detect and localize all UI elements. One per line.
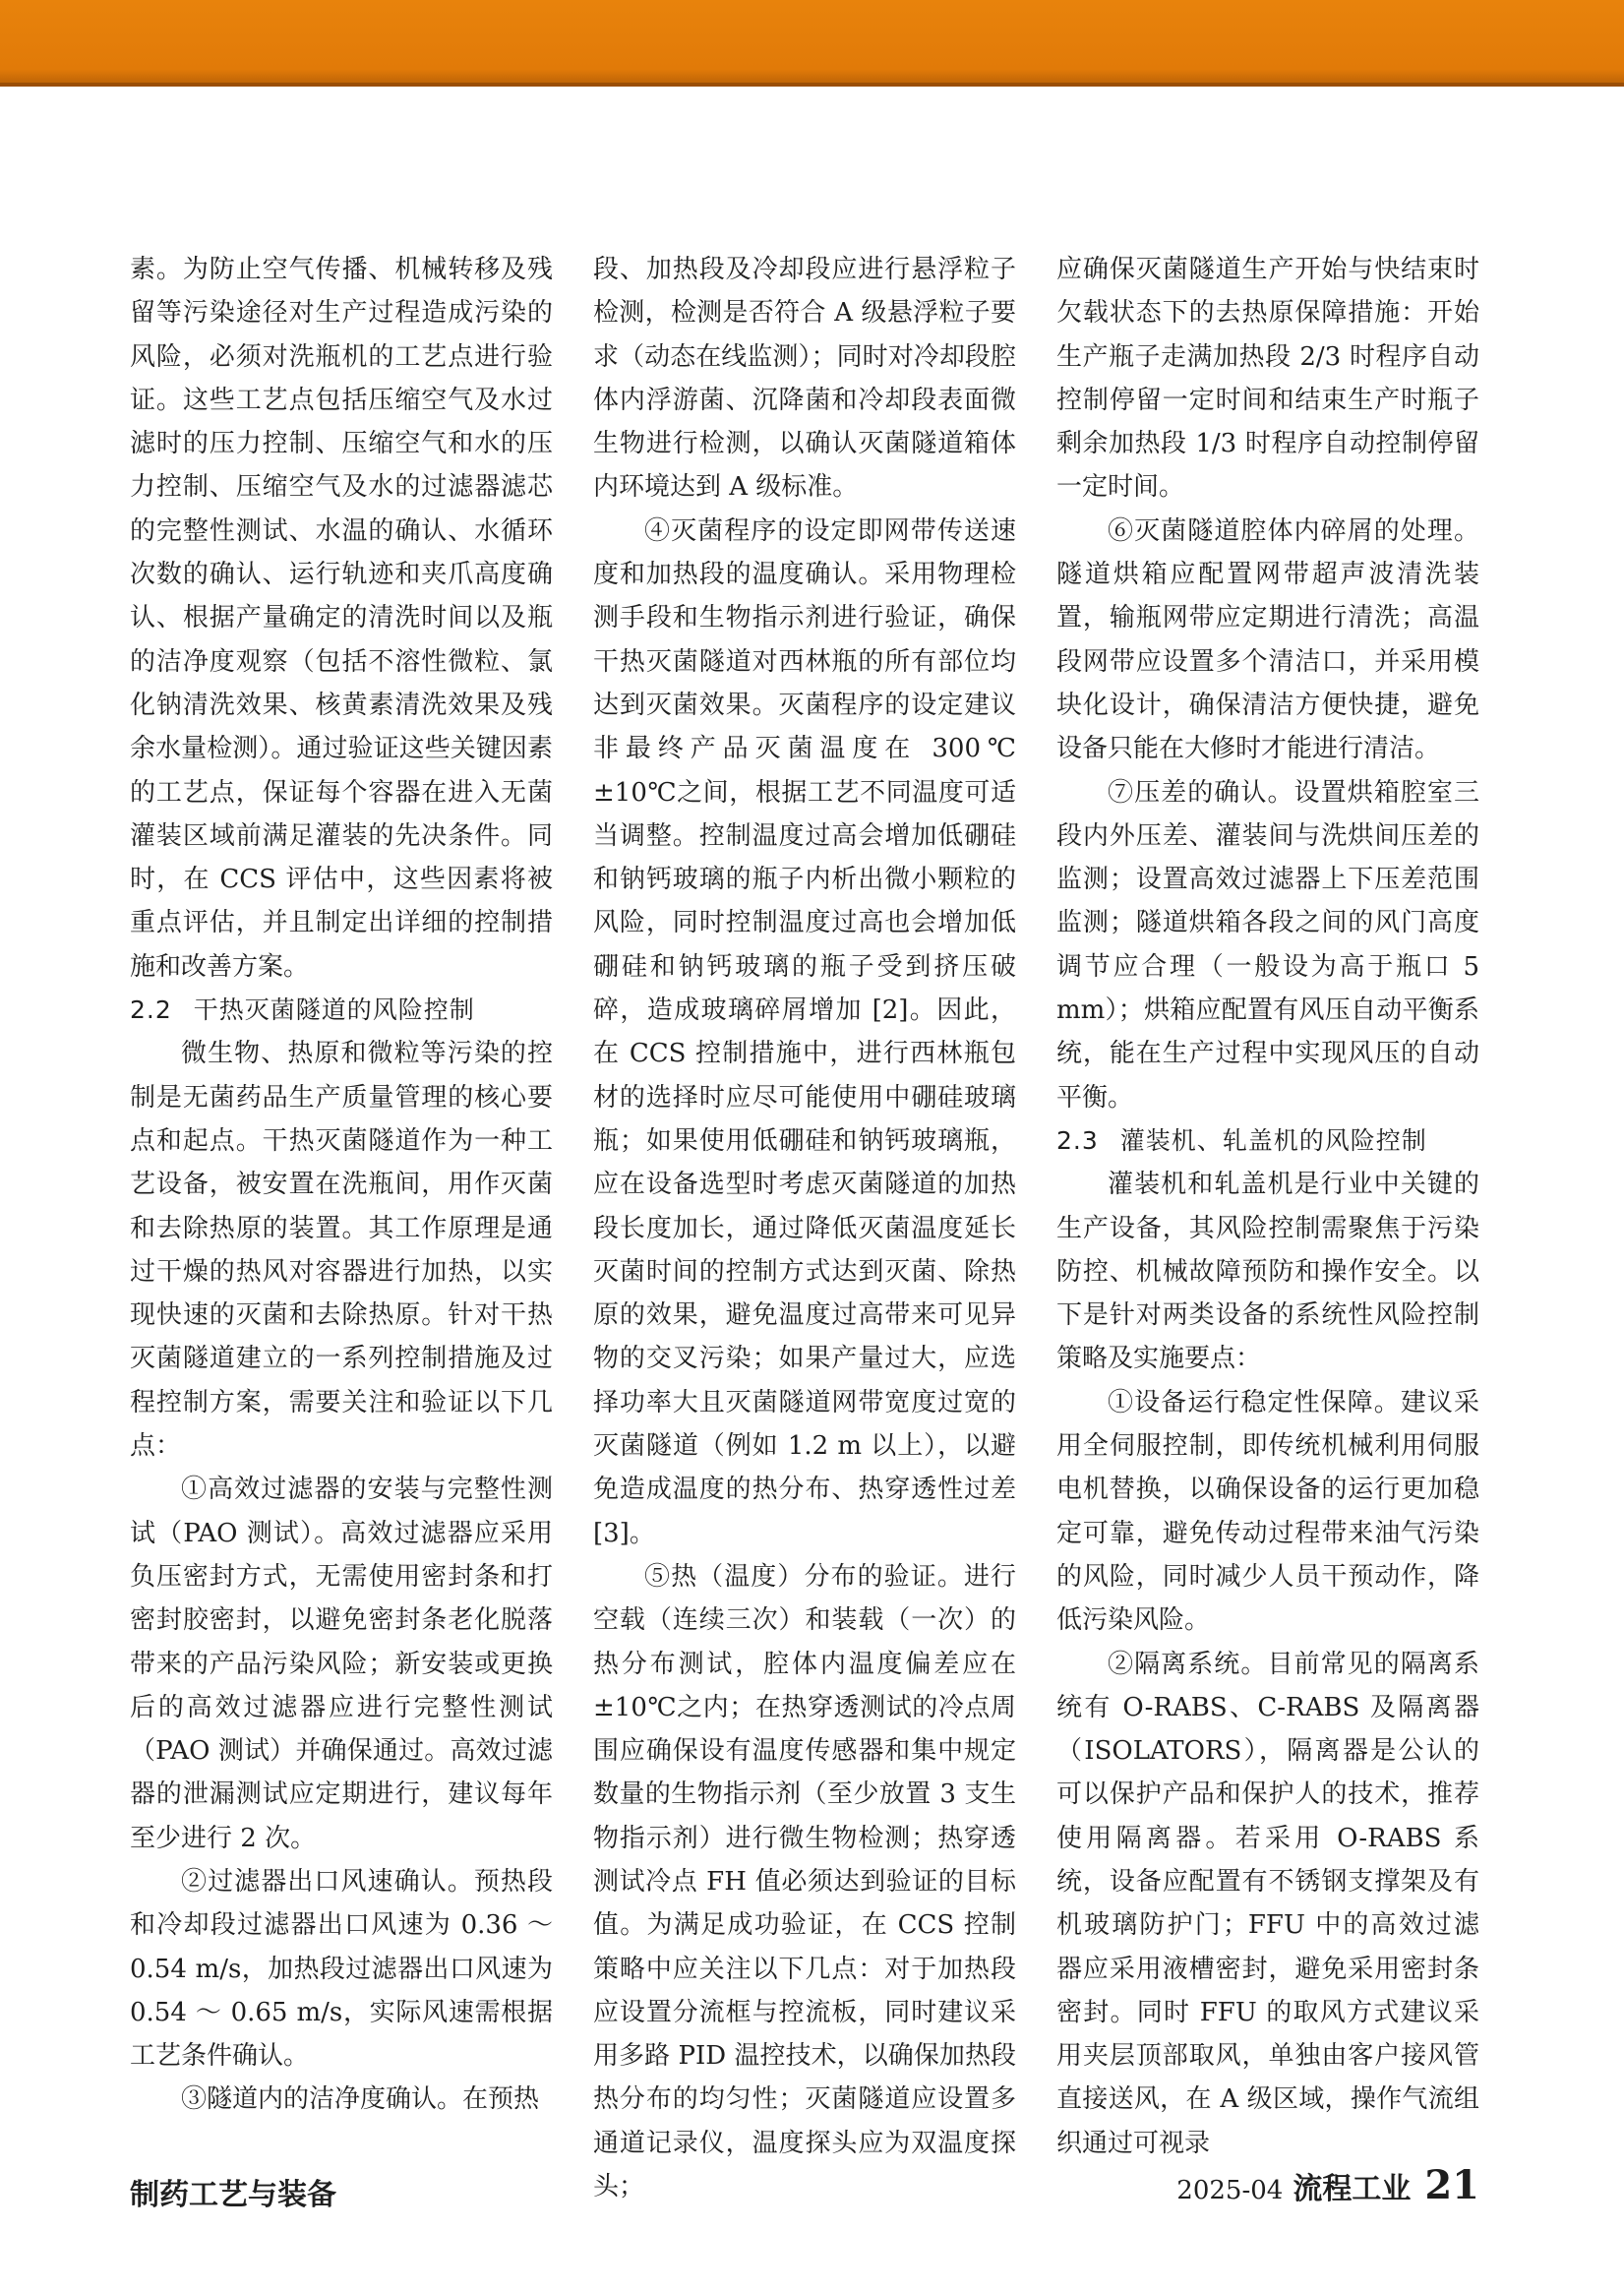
body-paragraph: 素。为防止空气传播、机械转移及残留等污染途径对生产过程造成污染的风险，必须对洗瓶机的工艺点进行验证。这些工艺点包括压缩空气及水过滤时的压力控制、压缩空气和水的压力控制、压缩空气及水的过滤器滤芯的完整性测试、水温的确认、水循环次数的确认、运行轨迹和夹爪高度确认、根据产量确定的清洗时间以及瓶的洁净度观察（包括不溶性微粒、氯化钠清洗效果、核黄素清洗效果及残余水量检测）。通过验证这些关键因素的工艺点，保证每个容器在进入无菌灌装区域前满足灌装的先决条件。同时，在 CCS 评估中，这些因素将被重点评估，并且制定出详细的控制措施和改善方案。 [130, 255, 553, 982]
column-3 [1056, 248, 1479, 2158]
body-paragraph: ⑥灭菌隧道腔体内碎屑的处理。隧道烘箱应配置网带超声波清洗装置，输瓶网带应定期进行清洗；高温段网带应设置多个清洁口，并采用模块化设计，确保清洁方便快捷，避免设备只能在大修时才能进行清洁。 [1056, 515, 1479, 764]
column-1 [130, 248, 553, 2144]
header-band-edge [0, 83, 1624, 87]
page-number: 21 [1424, 2162, 1479, 2208]
column-2 [593, 248, 1016, 2202]
body-paragraph: ⑤热（温度）分布的验证。进行空载（连续三次）和装载（一次）的热分布测试，腔体内温度偏差应在 ±10℃之内；在热穿透测试的冷点周围应确保设有温度传感器和集中规定数量的生物指示剂（至少放置 3 支生物指示剂）进行微生物检测；热穿透测试冷点 FH 值必须达到验证的目标值。为满足成功验证，在 CCS 控制策略中应关注以下几点：对于加热段应设置分流框与控流板，同时建议采用多路 PID 温控技术，以确保加热段热分布的均匀性；灭菌隧道应设置多通道记录仪，温度探头应为双温度探头； [593, 1561, 1016, 2202]
body-paragraph: 微生物、热原和微粒等污染的控制是无菌药品生产质量管理的核心要点和起点。干热灭菌隧道作为一种工艺设备，被安置在洗瓶间，用作灭菌和去除热原的装置。其工作原理是通过干燥的热风对容器进行加热，以实现快速的灭菌和去除热原。针对干热灭菌隧道建立的一系列控制措施及过程控制方案，需要关注和验证以下几点： [130, 1039, 553, 1462]
issue-label: 2025-04 [1176, 2176, 1284, 2205]
body-paragraph: ①设备运行稳定性保障。建议采用全伺服控制，即传统机械利用伺服电机替换，以确保设备的运行更加稳定可靠，避免传动过程带来油气污染的风险，同时减少人员干预动作，降低污染风险。 [1056, 1387, 1479, 1636]
journal-section-title: 制药工艺与装备 [130, 2178, 336, 2212]
footer-right [1176, 2162, 1479, 2208]
body-paragraph: 段、加热段及冷却段应进行悬浮粒子检测，检测是否符合 A 级悬浮粒子要求（动态在线监测）；同时对冷却段腔体内浮游菌、沉降菌和冷却段表面微生物进行检测，以确认灭菌隧道箱体内环境达到 A 级标准。 [593, 255, 1016, 503]
body-paragraph: ③隧道内的洁净度确认。在预热 [181, 2084, 540, 2115]
section-number: 2.2 [130, 995, 172, 1025]
magazine-title: 流程工业 [1293, 2172, 1412, 2206]
section-number: 2.3 [1056, 1125, 1099, 1155]
section-title: 干热灭菌隧道的风险控制 [193, 995, 475, 1025]
body-paragraph: ①高效过滤器的安装与完整性测试（PAO 测试）。高效过滤器应采用负压密封方式，无需使用密封条和打密封胶密封，以避免密封条老化脱落带来的产品污染风险；新安装或更换后的高效过滤器应进行完整性测试（PAO 测试）并确保通过。高效过滤器的泄漏测试应定期进行，建议每年至少进行 2 次。 [130, 1475, 553, 1853]
body-paragraph: ⑦压差的确认。设置烘箱腔室三段内外压差、灌装间与洗烘间压差的监测；设置高效过滤器上下压差范围监测；隧道烘箱各段之间的风门高度调节应合理（一般设为高于瓶口 5 mm）；烘箱应配置有风压自动平衡系统，能在生产过程中实现风压的自动平衡。 [1056, 777, 1479, 1113]
body-paragraph: ②隔离系统。目前常见的隔离系统有 O-RABS、C-RABS 及隔离器（ISOLATORS），隔离器是公认的可以保护产品和保护人的技术，推荐使用隔离器。若采用 O-RABS 系统，设备应配置有不锈钢支撑架及有机玻璃防护门；FFU 中的高效过滤器应采用液槽密封，避免采用密封条密封。同时 FFU 的取风方式建议采用夹层顶部取风，单独由客户接风管直接送风，在 A 级区域，操作气流组织通过可视录 [1056, 1649, 1479, 2158]
body-paragraph: 应确保灭菌隧道生产开始与快结束时欠载状态下的去热原保障措施：开始生产瓶子走满加热段 2/3 时程序自动控制停留一定时间和结束生产时瓶子剩余加热段 1/3 时程序自动控制停留一定时间。 [1056, 255, 1479, 503]
body-paragraph: 灌装机和轧盖机是行业中关键的生产设备，其风险控制需聚焦于污染防控、机械故障预防和操作安全。以下是针对两类设备的系统性风险控制策略及实施要点： [1056, 1170, 1479, 1374]
section-heading [1056, 1119, 1479, 1163]
section-heading [130, 989, 553, 1032]
page-footer [130, 2162, 1479, 2221]
section-title: 灌装机、轧盖机的风险控制 [1119, 1125, 1427, 1155]
body-paragraph: ④灭菌程序的设定即网带传送速度和加热段的温度确认。采用物理检测手段和生物指示剂进行验证，确保干热灭菌隧道对西林瓶的所有部位均达到灭菌效果。灭菌程序的设定建议非最终产品灭菌温度在 300℃ ±10℃之间，根据工艺不同温度可适当调整。控制温度过高会增加低硼硅和钠钙玻璃的瓶子内析出微小颗粒的风险，同时控制温度过高也会增加低硼硅和钠钙玻璃的瓶子受到挤压破碎，造成玻璃碎屑增加 [2]。因此，在 CCS 控制措施中，进行西林瓶包材的选择时应尽可能使用中硼硅玻璃瓶；如果使用低硼硅和钠钙玻璃瓶，应在设备选型时考虑灭菌隧道的加热段长度加长，通过降低灭菌温度延长灭菌时间的控制方式达到灭菌、除热原的效果，避免温度过高带来可见异物的交叉污染；如果产量过大，应选择功率大且灭菌隧道网带宽度过宽的灭菌隧道（例如 1.2 m 以上），以避免造成温度的热分布、热穿透性过差 [3]。 [593, 515, 1016, 1548]
body-paragraph: ②过滤器出口风速确认。预热段和冷却段过滤器出口风速为 0.36 ～ 0.54 m/s，加热段过滤器出口风速为 0.54 ～ 0.65 m/s，实际风速需根据工艺条件确认。 [130, 1866, 553, 2072]
header-band [0, 0, 1624, 87]
